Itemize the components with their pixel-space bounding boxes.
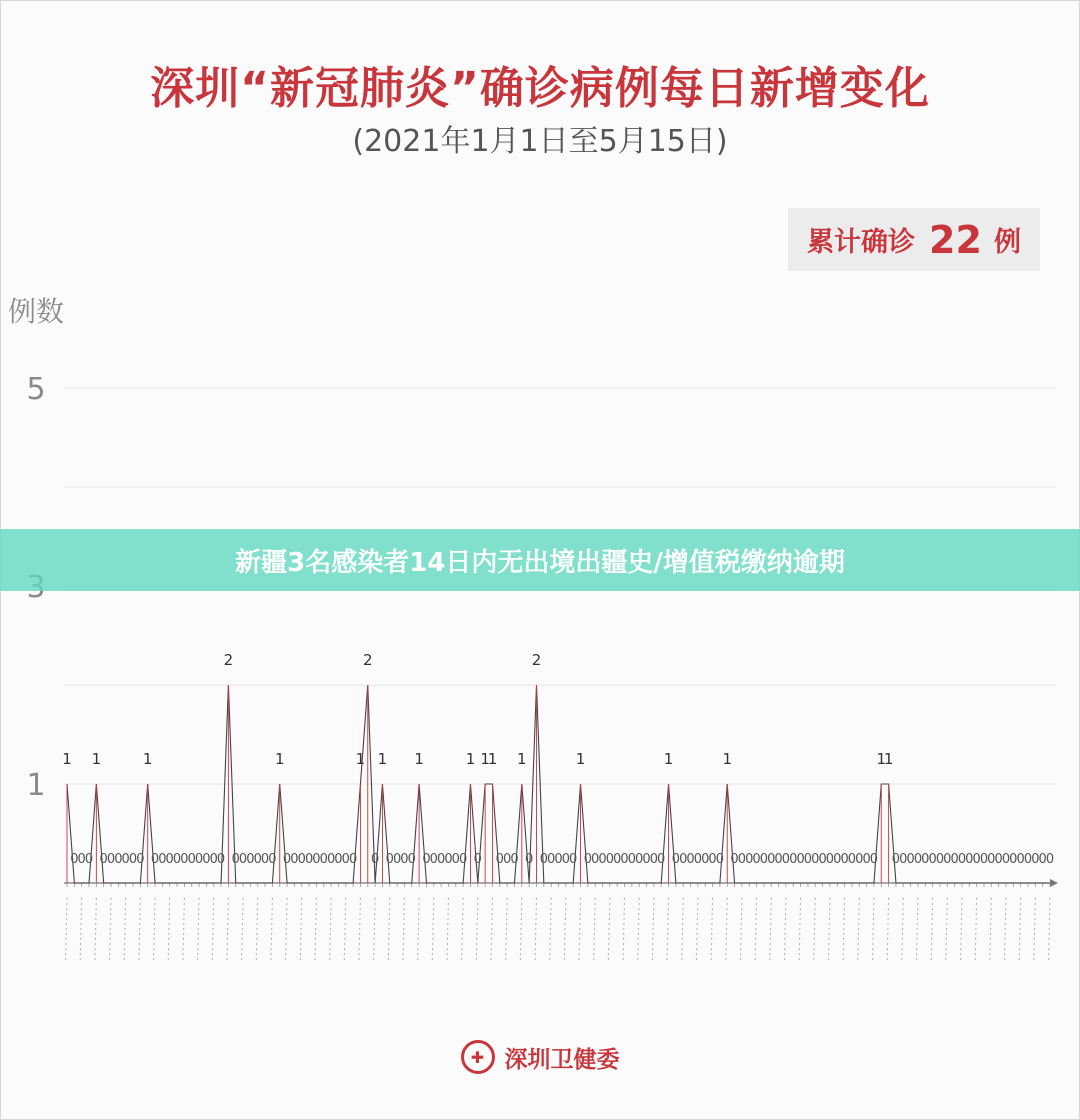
- data-label: 0: [121, 852, 130, 867]
- data-label: 0: [202, 852, 211, 867]
- data-label: 0: [730, 852, 739, 867]
- x-tick-label: [506, 898, 508, 962]
- data-label: 0: [392, 852, 402, 867]
- x-tick-label: [168, 898, 170, 962]
- x-tick-label: [359, 898, 361, 962]
- data-label: 0: [752, 852, 761, 867]
- data-label: 0: [569, 852, 578, 867]
- data-label: 0: [921, 852, 930, 867]
- data-label: 0: [370, 852, 380, 867]
- data-label: 1: [575, 750, 586, 768]
- data-label: 1: [487, 750, 498, 768]
- x-tick-label: [1019, 898, 1021, 962]
- x-tick-label: [476, 898, 478, 962]
- data-label: 1: [274, 750, 285, 768]
- data-label: 0: [715, 852, 725, 867]
- data-label: 0: [979, 852, 989, 867]
- x-tick-label: [66, 898, 68, 962]
- data-label: 0: [209, 852, 218, 867]
- x-tick-label: [286, 898, 288, 962]
- x-tick-label: [740, 898, 742, 962]
- data-label: 0: [987, 852, 996, 867]
- data-label: 0: [928, 852, 937, 867]
- total-cases-label: 累计确诊: [807, 227, 916, 258]
- data-label: 0: [847, 852, 857, 867]
- data-label: 0: [290, 852, 299, 867]
- data-label: 0: [165, 852, 174, 867]
- x-tick-label: [256, 898, 258, 962]
- news-banner-text: 新疆3名感染者14日内无出境出疆史/增值税缴纳逾期: [235, 547, 845, 578]
- x-tick-label: [594, 898, 596, 962]
- x-tick-label: [828, 898, 830, 962]
- data-label: 0: [972, 852, 981, 867]
- data-label: 0: [796, 852, 805, 867]
- data-label: 0: [216, 852, 226, 867]
- news-banner[interactable]: [0, 529, 1080, 591]
- data-label: 0: [282, 852, 292, 867]
- x-tick-label: [520, 898, 522, 962]
- data-label: 0: [525, 852, 534, 867]
- x-tick-label: [638, 898, 640, 962]
- data-label: 0: [260, 852, 270, 867]
- data-label: 0: [136, 852, 145, 867]
- x-tick-label: [300, 898, 302, 962]
- data-label: 0: [150, 852, 160, 867]
- data-label: 0: [583, 852, 592, 867]
- x-tick-label: [344, 898, 346, 962]
- x-tick-label: [902, 898, 904, 962]
- x-tick-label: [858, 898, 860, 962]
- data-label: 0: [620, 852, 629, 867]
- x-tick-label: [960, 898, 962, 962]
- health-commission-logo-icon: ✚: [461, 1040, 495, 1074]
- data-label: 0: [913, 852, 923, 867]
- data-label: 0: [84, 852, 94, 867]
- x-tick-label: [990, 898, 992, 962]
- data-label: 0: [297, 852, 306, 867]
- data-label: 1: [480, 750, 490, 768]
- data-label: 0: [400, 852, 409, 867]
- x-tick-label: [814, 898, 816, 962]
- x-tick-label: [491, 898, 493, 962]
- data-label: 1: [142, 750, 153, 768]
- data-label: 0: [246, 852, 255, 867]
- data-label: 0: [869, 852, 879, 867]
- x-tick-label: [931, 898, 933, 962]
- data-label: 0: [407, 852, 416, 867]
- data-label: 0: [642, 852, 651, 867]
- x-tick-label: [462, 898, 464, 962]
- data-label: 0: [745, 852, 754, 867]
- data-label: 0: [935, 852, 945, 867]
- data-label: 1: [62, 750, 72, 768]
- x-tick-label: [242, 898, 244, 962]
- data-label: 0: [268, 852, 277, 867]
- data-label: 0: [950, 852, 959, 867]
- x-tick-label: [579, 898, 581, 962]
- data-label: 1: [414, 750, 424, 768]
- x-tick-label: [95, 898, 97, 962]
- data-label: 0: [1045, 852, 1055, 867]
- data-label: 0: [855, 852, 864, 867]
- data-label: 0: [825, 852, 835, 867]
- x-tick-label: [799, 898, 801, 962]
- data-label: 0: [1001, 852, 1011, 867]
- x-tick-label: [667, 898, 669, 962]
- data-label: 0: [767, 852, 776, 867]
- y-axis-label: 例数: [8, 295, 65, 328]
- data-label: 0: [1016, 852, 1025, 867]
- data-label: 0: [965, 852, 974, 867]
- data-label: 0: [334, 852, 343, 867]
- x-tick-label: [447, 898, 449, 962]
- data-label: 0: [458, 852, 468, 867]
- data-label: 0: [943, 852, 952, 867]
- data-label: 0: [605, 852, 614, 867]
- x-tick-label: [564, 898, 566, 962]
- x-tick-label: [315, 898, 317, 962]
- data-label: 0: [811, 852, 820, 867]
- data-label: 0: [781, 852, 791, 867]
- x-axis-arrow-icon: [1050, 879, 1058, 887]
- x-tick-label: [975, 898, 977, 962]
- x-tick-label: [755, 898, 757, 962]
- x-tick-label: [183, 898, 185, 962]
- x-tick-label: [608, 898, 610, 962]
- x-tick-label: [1004, 898, 1006, 962]
- data-label: 0: [649, 852, 659, 867]
- data-label: 0: [128, 852, 138, 867]
- data-label: 0: [554, 852, 563, 867]
- data-label: 0: [957, 852, 967, 867]
- x-tick-label: [227, 898, 229, 962]
- x-tick-label: [418, 898, 420, 962]
- data-label: 0: [547, 852, 556, 867]
- data-label: 0: [862, 852, 871, 867]
- data-label: 0: [627, 852, 636, 867]
- data-label: 0: [158, 852, 167, 867]
- data-label: 0: [503, 852, 512, 867]
- data-label: 0: [231, 852, 240, 867]
- x-tick-label: [872, 898, 874, 962]
- data-label: 0: [671, 852, 681, 867]
- data-label: 0: [436, 852, 446, 867]
- data-label: 1: [91, 750, 102, 768]
- data-label: 0: [1023, 852, 1033, 867]
- data-label: 0: [99, 852, 108, 867]
- data-label: 0: [444, 852, 453, 867]
- x-tick-label: [946, 898, 948, 962]
- total-cases-unit: 例: [993, 227, 1021, 258]
- data-label: 0: [180, 852, 189, 867]
- data-label: 0: [833, 852, 842, 867]
- data-label: 0: [348, 852, 358, 867]
- data-label: 0: [495, 852, 504, 867]
- x-tick-label: [623, 898, 625, 962]
- data-label: 0: [187, 852, 196, 867]
- x-tick-label: [271, 898, 273, 962]
- data-label: 0: [385, 852, 394, 867]
- data-label: 1: [722, 750, 732, 768]
- data-label: 2: [362, 651, 373, 669]
- x-tick-label: [726, 898, 728, 962]
- x-tick-label: [784, 898, 786, 962]
- data-label: 0: [818, 852, 827, 867]
- data-label: 0: [539, 852, 548, 867]
- x-tick-label: [330, 898, 332, 962]
- chart-subtitle: (2021年1月1日至5月15日): [352, 124, 728, 159]
- data-label: 0: [77, 852, 86, 867]
- footer-org-name: 深圳卫健委: [504, 1046, 620, 1073]
- data-label: 1: [876, 750, 887, 768]
- data-label: 0: [899, 852, 908, 867]
- data-label: 0: [759, 852, 769, 867]
- data-label: 0: [840, 852, 849, 867]
- data-label: 1: [465, 750, 476, 768]
- data-label: 0: [194, 852, 204, 867]
- x-tick-label: [652, 898, 654, 962]
- data-label: 0: [172, 852, 182, 867]
- x-tick-label: [388, 898, 390, 962]
- data-label: 0: [1038, 852, 1047, 867]
- data-label: 0: [319, 852, 328, 867]
- data-label: 0: [473, 852, 482, 867]
- x-tick-label: [80, 898, 82, 962]
- data-label: 0: [803, 852, 813, 867]
- data-label: 0: [561, 852, 570, 867]
- x-tick-label: [403, 898, 405, 962]
- y-tick-label: 5: [26, 372, 46, 407]
- data-label: 2: [223, 651, 234, 669]
- data-label: 0: [774, 852, 783, 867]
- data-label: 0: [635, 852, 644, 867]
- x-tick-label: [212, 898, 214, 962]
- x-tick-label: [374, 898, 376, 962]
- x-tick-label: [110, 898, 112, 962]
- x-tick-label: [711, 898, 713, 962]
- data-label: 0: [1009, 852, 1018, 867]
- data-label: 1: [377, 750, 388, 768]
- data-label: 1: [663, 750, 674, 768]
- data-label: 0: [598, 852, 607, 867]
- x-tick-label: [1034, 898, 1036, 962]
- x-tick-label: [843, 898, 845, 962]
- x-tick-label: [198, 898, 200, 962]
- x-tick-label: [696, 898, 698, 962]
- data-label: 0: [422, 852, 431, 867]
- data-label: 0: [312, 852, 321, 867]
- y-tick-label: 1: [26, 768, 46, 803]
- data-label: 0: [326, 852, 336, 867]
- data-label: 0: [613, 852, 622, 867]
- data-label: 0: [686, 852, 695, 867]
- data-label: 0: [429, 852, 438, 867]
- data-label: 1: [517, 750, 527, 768]
- chart-title: 深圳“新冠肺炎”确诊病例每日新增变化: [150, 63, 930, 114]
- footer: [0, 1040, 1080, 1074]
- x-tick-label: [887, 898, 889, 962]
- data-label: 0: [679, 852, 688, 867]
- data-label: 0: [657, 852, 666, 867]
- x-tick-label: [1049, 898, 1051, 962]
- x-tick-label: [154, 898, 156, 962]
- data-label: 0: [591, 852, 600, 867]
- data-label: 0: [114, 852, 123, 867]
- x-tick-label: [432, 898, 434, 962]
- data-label: 2: [531, 651, 542, 669]
- data-label: 0: [906, 852, 915, 867]
- data-label: 0: [693, 852, 703, 867]
- data-label: 0: [891, 852, 901, 867]
- total-cases-count: 22: [929, 217, 982, 262]
- x-tick-label: [139, 898, 141, 962]
- data-label: 0: [106, 852, 116, 867]
- data-label: 0: [304, 852, 314, 867]
- x-tick-label: [682, 898, 684, 962]
- data-label: 0: [737, 852, 747, 867]
- data-label: 0: [701, 852, 710, 867]
- data-label: 0: [253, 852, 262, 867]
- x-tick-label: [770, 898, 772, 962]
- x-tick-label: [124, 898, 126, 962]
- data-label: 0: [238, 852, 248, 867]
- x-tick-label: [916, 898, 918, 962]
- data-label: 0: [70, 852, 79, 867]
- data-label: 0: [708, 852, 717, 867]
- data-label: 0: [1031, 852, 1040, 867]
- data-label: 1: [355, 750, 366, 768]
- x-tick-label: [550, 898, 552, 962]
- data-label: 0: [789, 852, 798, 867]
- data-label: 0: [510, 852, 519, 867]
- data-label: 0: [994, 852, 1003, 867]
- data-label: 0: [341, 852, 350, 867]
- data-label: 0: [451, 852, 460, 867]
- data-label: 1: [883, 750, 894, 768]
- x-tick-label: [535, 898, 537, 962]
